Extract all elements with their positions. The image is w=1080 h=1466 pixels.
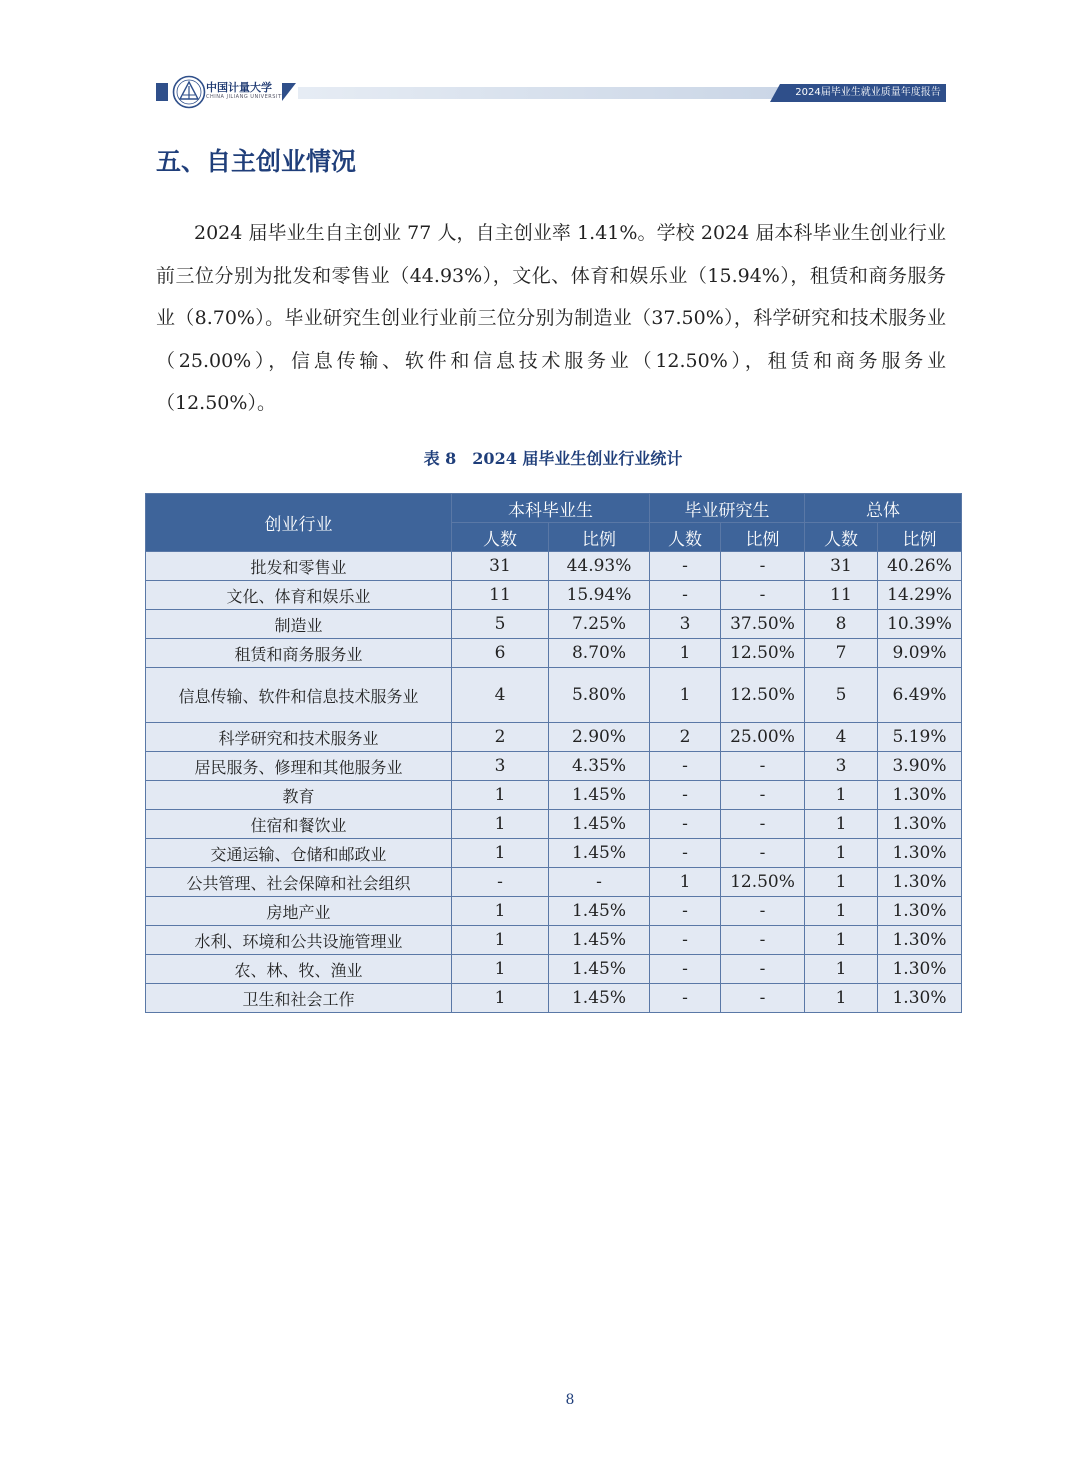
cell-pg-count: - [650, 781, 721, 810]
cell-ug-count: 3 [452, 752, 549, 781]
cell-total-ratio: 1.30% [878, 781, 962, 810]
cell-pg-ratio: 12.50% [721, 639, 805, 668]
cell-ug-ratio: 2.90% [549, 723, 650, 752]
cell-ug-ratio: - [549, 868, 650, 897]
cell-ug-count: - [452, 868, 549, 897]
cell-total-ratio: 1.30% [878, 868, 962, 897]
table-row [146, 839, 962, 868]
cell-industry: 公共管理、社会保障和社会组织 [146, 868, 452, 897]
header-group-undergrad: 本科毕业生 [452, 494, 650, 523]
cell-pg-count: 3 [650, 610, 721, 639]
cell-ug-count: 2 [452, 723, 549, 752]
cell-ug-ratio: 1.45% [549, 781, 650, 810]
cell-pg-count: 2 [650, 723, 721, 752]
cell-ug-ratio: 1.45% [549, 926, 650, 955]
entrepreneurship-industry-table [145, 493, 962, 1013]
cell-pg-ratio: - [721, 752, 805, 781]
cell-pg-ratio: 12.50% [721, 868, 805, 897]
cell-ug-ratio: 7.25% [549, 610, 650, 639]
header-ug-ratio: 比例 [549, 523, 650, 552]
header-group-total: 总体 [805, 494, 962, 523]
cell-pg-count: - [650, 752, 721, 781]
cell-pg-count: - [650, 955, 721, 984]
header-total-count: 人数 [805, 523, 878, 552]
cell-total-ratio: 1.30% [878, 897, 962, 926]
cell-total-count: 1 [805, 984, 878, 1013]
cell-industry: 教育 [146, 781, 452, 810]
cell-pg-ratio: - [721, 839, 805, 868]
header-ug-count: 人数 [452, 523, 549, 552]
cell-total-count: 1 [805, 926, 878, 955]
table-caption: 表 8 2024 届毕业生创业行业统计 [423, 449, 683, 468]
cell-pg-ratio: 37.50% [721, 610, 805, 639]
cell-pg-ratio: 12.50% [721, 668, 805, 723]
cell-industry: 住宿和餐饮业 [146, 810, 452, 839]
cell-total-ratio: 5.19% [878, 723, 962, 752]
cell-pg-ratio: - [721, 926, 805, 955]
cell-ug-count: 1 [452, 781, 549, 810]
cell-pg-ratio: - [721, 984, 805, 1013]
table-row [146, 926, 962, 955]
logo-name: 中国计量大学 [206, 81, 272, 94]
cell-ug-ratio: 5.80% [549, 668, 650, 723]
cell-total-count: 1 [805, 868, 878, 897]
cell-total-ratio: 1.30% [878, 839, 962, 868]
cell-industry: 文化、体育和娱乐业 [146, 581, 452, 610]
cell-total-count: 1 [805, 897, 878, 926]
cell-pg-count: 1 [650, 868, 721, 897]
university-emblem-icon [172, 75, 206, 109]
cell-total-count: 11 [805, 581, 878, 610]
cell-total-ratio: 14.29% [878, 581, 962, 610]
cell-industry: 水利、环境和公共设施管理业 [146, 926, 452, 955]
cell-industry: 信息传输、软件和信息技术服务业 [146, 668, 452, 723]
cell-industry: 农、林、牧、渔业 [146, 955, 452, 984]
cell-industry: 科学研究和技术服务业 [146, 723, 452, 752]
cell-pg-ratio: - [721, 955, 805, 984]
cell-total-count: 1 [805, 955, 878, 984]
cell-ug-ratio: 15.94% [549, 581, 650, 610]
cell-total-count: 31 [805, 552, 878, 581]
cell-ug-ratio: 8.70% [549, 639, 650, 668]
cell-industry: 房地产业 [146, 897, 452, 926]
cell-total-ratio: 3.90% [878, 752, 962, 781]
cell-ug-ratio: 1.45% [549, 810, 650, 839]
table-row [146, 581, 962, 610]
cell-total-ratio: 1.30% [878, 926, 962, 955]
cell-total-count: 1 [805, 810, 878, 839]
table-row [146, 955, 962, 984]
cell-ug-count: 1 [452, 839, 549, 868]
table-row [146, 610, 962, 639]
cell-industry: 交通运输、仓储和邮政业 [146, 839, 452, 868]
cell-ug-ratio: 1.45% [549, 839, 650, 868]
table-row [146, 752, 962, 781]
cell-pg-ratio: - [721, 552, 805, 581]
cell-pg-count: 1 [650, 639, 721, 668]
cell-total-count: 3 [805, 752, 878, 781]
table-row [146, 868, 962, 897]
cell-ug-count: 1 [452, 926, 549, 955]
cell-total-count: 7 [805, 639, 878, 668]
cell-total-ratio: 1.30% [878, 984, 962, 1013]
cell-pg-count: - [650, 581, 721, 610]
table-row [146, 897, 962, 926]
cell-pg-ratio: - [721, 810, 805, 839]
cell-ug-count: 5 [452, 610, 549, 639]
cell-pg-count: 1 [650, 668, 721, 723]
header-group-postgrad: 毕业研究生 [650, 494, 805, 523]
cell-total-count: 8 [805, 610, 878, 639]
cell-total-ratio: 9.09% [878, 639, 962, 668]
cell-industry: 居民服务、修理和其他服务业 [146, 752, 452, 781]
header-industry: 创业行业 [146, 494, 452, 552]
header-pg-ratio: 比例 [721, 523, 805, 552]
cell-ug-count: 11 [452, 581, 549, 610]
cell-total-count: 4 [805, 723, 878, 752]
cell-pg-ratio: - [721, 581, 805, 610]
cell-industry: 制造业 [146, 610, 452, 639]
page-header [156, 81, 946, 103]
section-paragraph: 2024 届毕业生自主创业 77 人，自主创业率 1.41%。学校 2024 届本科毕业生创业行业前三位分别为批发和零售业（44.93%），文化、体育和娱乐业（15.94%），租赁和商务服务业（8.70%）。毕业研究生创业行业前三位分别为制造业（37.50%），科学研究和技术服务业（25.00%），信息传输、软件和信息技术服务业（12.50%），租赁和商务服务业（12.50%）。 [156, 222, 946, 414]
header-divider [282, 83, 296, 101]
cell-pg-ratio: - [721, 781, 805, 810]
table-row [146, 984, 962, 1013]
table-row [146, 639, 962, 668]
cell-pg-ratio: - [721, 897, 805, 926]
cell-ug-ratio: 1.45% [549, 897, 650, 926]
cell-total-ratio: 40.26% [878, 552, 962, 581]
cell-pg-count: - [650, 984, 721, 1013]
cell-total-count: 5 [805, 668, 878, 723]
cell-ug-ratio: 44.93% [549, 552, 650, 581]
table-row [146, 781, 962, 810]
cell-pg-count: - [650, 926, 721, 955]
cell-pg-count: - [650, 552, 721, 581]
table-row [146, 668, 962, 723]
header-pg-count: 人数 [650, 523, 721, 552]
cell-pg-count: - [650, 897, 721, 926]
cell-total-count: 1 [805, 781, 878, 810]
table-row [146, 810, 962, 839]
header-total-ratio: 比例 [878, 523, 962, 552]
cell-ug-count: 1 [452, 810, 549, 839]
cell-pg-ratio: 25.00% [721, 723, 805, 752]
report-title: 2024届毕业生就业质量年度报告 [795, 87, 941, 98]
page-number: 8 [565, 1392, 575, 1408]
cell-industry: 卫生和社会工作 [146, 984, 452, 1013]
logo-subtitle: CHINA JILIANG UNIVERSITY [206, 94, 285, 100]
cell-total-ratio: 1.30% [878, 955, 962, 984]
table-row [146, 552, 962, 581]
header-accent-block [156, 83, 168, 101]
cell-total-ratio: 6.49% [878, 668, 962, 723]
cell-industry: 租赁和商务服务业 [146, 639, 452, 668]
cell-pg-count: - [650, 839, 721, 868]
cell-total-ratio: 1.30% [878, 810, 962, 839]
cell-ug-count: 4 [452, 668, 549, 723]
section-title: 五、自主创业情况 [156, 147, 357, 176]
cell-ug-count: 6 [452, 639, 549, 668]
cell-ug-count: 1 [452, 897, 549, 926]
cell-ug-count: 1 [452, 955, 549, 984]
cell-ug-count: 1 [452, 984, 549, 1013]
cell-total-count: 1 [805, 839, 878, 868]
cell-industry: 批发和零售业 [146, 552, 452, 581]
table-row [146, 723, 962, 752]
cell-ug-ratio: 1.45% [549, 984, 650, 1013]
cell-total-ratio: 10.39% [878, 610, 962, 639]
cell-ug-count: 31 [452, 552, 549, 581]
cell-ug-ratio: 1.45% [549, 955, 650, 984]
cell-pg-count: - [650, 810, 721, 839]
cell-ug-ratio: 4.35% [549, 752, 650, 781]
